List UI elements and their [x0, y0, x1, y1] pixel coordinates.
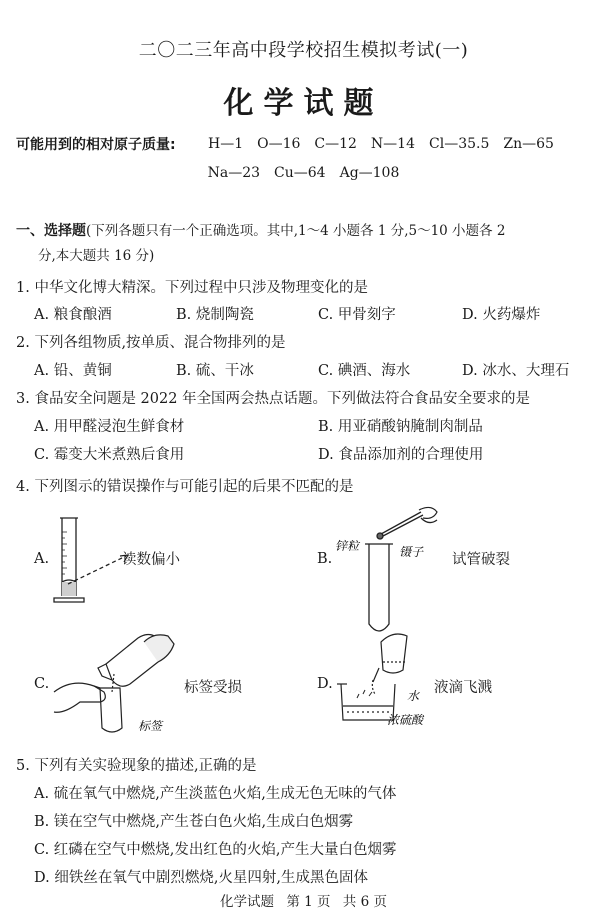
figure-b-letter: B. — [317, 551, 333, 567]
water-label: 水 — [407, 689, 420, 703]
question-5-stem: 5. 下列有关实验现象的描述,正确的是 — [16, 758, 257, 774]
section-title: 一、选择题 — [16, 223, 86, 239]
question-2-stem: 2. 下列各组物质,按单质、混合物排列的是 — [16, 335, 286, 351]
figure-d-letter: D. — [317, 676, 333, 692]
question-1-option-b: B. 烧制陶瓷 — [176, 307, 254, 323]
question-4-stem: 4. 下列图示的错误操作与可能引起的后果不匹配的是 — [16, 479, 354, 495]
footer-total: 共 6 页 — [342, 894, 387, 910]
question-5-option-a: A. 硫在氧气中燃烧,产生淡蓝色火焰,生成无色无味的气体 — [34, 786, 397, 802]
question-3-option-c: C. 霉变大米煮熟后食用 — [34, 447, 185, 463]
diluting-acid-illustration — [333, 628, 433, 734]
question-1-option-c: C. 甲骨刻字 — [318, 307, 396, 323]
section-note-line1: (下列各题只有一个正确选项。其中,1～4 小题各 1 分,5～10 小题各 2 — [86, 223, 506, 239]
question-2-option-b: B. 硫、干冰 — [176, 363, 254, 379]
atomic-masses-row1: H—1 O—16 C—12 N—14 Cl—35.5 Zn—65 — [208, 136, 554, 152]
figure-a-letter: A. — [34, 551, 50, 567]
figure-c-letter: C. — [34, 676, 50, 692]
question-3-stem: 3. 食品安全问题是 2022 年全国两会热点话题。下列做法符合食品安全要求的是 — [16, 391, 531, 407]
zinc-label: 锌粒 — [335, 539, 360, 553]
page-footer — [0, 890, 607, 910]
atomic-masses-label: 可能用到的相对原子质量: — [16, 137, 176, 153]
figure-a-caption: 读数偏小 — [122, 552, 180, 568]
atomic-masses-row2: Na—23 Cu—64 Ag—108 — [207, 165, 400, 181]
section-note-line2: 分,本大题共 16 分) — [38, 248, 155, 264]
question-1-stem: 1. 中华文化博大精深。下列过程中只涉及物理变化的是 — [16, 280, 368, 296]
question-5-option-b: B. 镁在空气中燃烧,产生苍白色火焰,生成白色烟雾 — [34, 814, 354, 830]
question-2-option-a: A. 铅、黄铜 — [34, 363, 112, 379]
figure-d-caption: 液滴飞溅 — [434, 680, 492, 696]
test-tube-zinc-illustration — [333, 498, 443, 638]
question-3-option-a: A. 用甲醛浸泡生鲜食材 — [34, 419, 185, 435]
figure-b-caption: 试管破裂 — [452, 552, 510, 568]
question-5-option-d: D. 细铁丝在氧气中剧烈燃烧,火星四射,生成黑色固体 — [34, 870, 369, 886]
footer-page: 第 1 页 — [286, 894, 331, 910]
question-1-option-d: D. 火药爆炸 — [462, 307, 541, 323]
tweezers-label: 镊子 — [399, 545, 424, 559]
figure-c-caption: 标签受损 — [184, 680, 242, 696]
question-2-option-c: C. 碘酒、海水 — [318, 363, 411, 379]
sulfuric-acid-label: 浓硫酸 — [387, 713, 424, 727]
question-5-option-c: C. 红磷在空气中燃烧,发出红色的火焰,产生大量白色烟雾 — [34, 842, 397, 858]
question-3-option-b: B. 用亚硝酸钠腌制肉制品 — [318, 419, 483, 435]
label-tag-label: 标签 — [138, 719, 163, 733]
question-2-option-d: D. 冰水、大理石 — [462, 363, 570, 379]
subject-title: 化学试题 — [223, 86, 384, 121]
section-heading — [16, 219, 505, 240]
question-1-option-a: A. 粮食酿酒 — [34, 307, 112, 323]
question-3-option-d: D. 食品添加剂的合理使用 — [318, 447, 484, 463]
footer-title: 化学试题 — [220, 894, 275, 910]
pouring-reagent-illustration — [50, 622, 180, 738]
exam-title: 二〇二三年高中段学校招生模拟考试(一) — [138, 40, 469, 61]
